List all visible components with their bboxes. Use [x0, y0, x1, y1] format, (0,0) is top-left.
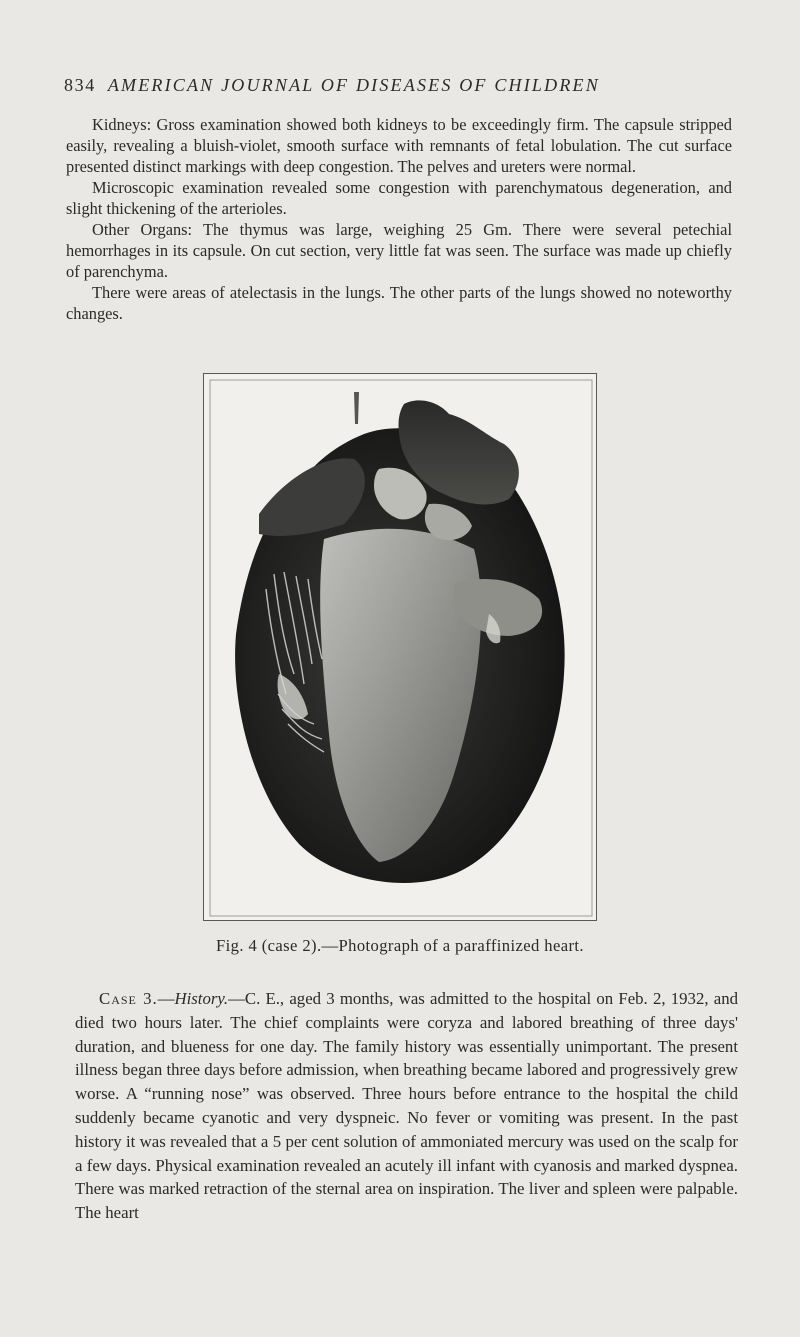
case-dash: — — [157, 989, 175, 1008]
page-number: 834 — [64, 75, 96, 95]
heart-photograph — [204, 374, 598, 922]
history-text: —C. E., aged 3 months, was admitted to the hospital on Feb. 2, 1932, and died two hours later. The chief complaints were coryza and labored breathing of three days' duration, and blueness for one day. The family history was essentially unimportant. The present illness began three days before admission, when breathing became labored and progressively grew worse. A “running nose” was observed. Three hours before entrance to the hospital the child suddenly became cyanotic and very dyspneic. No fever or vomiting was present. In the past history it was revealed that a 5 per cent solution of ammoniated mercury was used on the scalp for a few days. Physical examination revealed an acutely ill infant with cyanosis and marked dyspnea. There was marked retraction of the sternal area on inspiration. The liver and spleen were palpable. The heart — [75, 989, 738, 1223]
autopsy-findings-text — [66, 114, 732, 324]
paragraph-case-3 — [75, 987, 738, 1225]
case-3-text — [75, 987, 738, 1225]
history-heading: History. — [174, 989, 229, 1008]
paragraph-lungs: There were areas of atelectasis in the lungs. The other parts of the lungs showed no noteworthy changes. — [66, 283, 732, 323]
paragraph-other-organs: Other Organs: The thymus was large, weighing 25 Gm. There were several petechial hemorrhages in its capsule. On cut section, very little fat was seen. The surface was made up chiefly of parenchyma. — [66, 220, 732, 281]
figure-4-photo — [203, 373, 597, 921]
case-label: Case 3. — [99, 989, 158, 1008]
paragraph-microscopic: Microscopic examination revealed some congestion with parenchymatous degeneration, and slight thickening of the arterioles. — [66, 178, 732, 218]
figure-caption: Fig. 4 (case 2).—Photograph of a paraffinized heart. — [216, 936, 584, 955]
paragraph-kidneys: Kidneys: Gross examination showed both kidneys to be exceedingly firm. The capsule stripped easily, revealing a bluish-violet, smooth surface with remnants of fetal lobulation. The cut surface presented distinct markings with deep congestion. The pelves and ureters were normal. — [66, 115, 732, 176]
journal-title: AMERICAN JOURNAL OF DISEASES OF CHILDREN — [107, 75, 600, 95]
running-head — [64, 74, 744, 96]
